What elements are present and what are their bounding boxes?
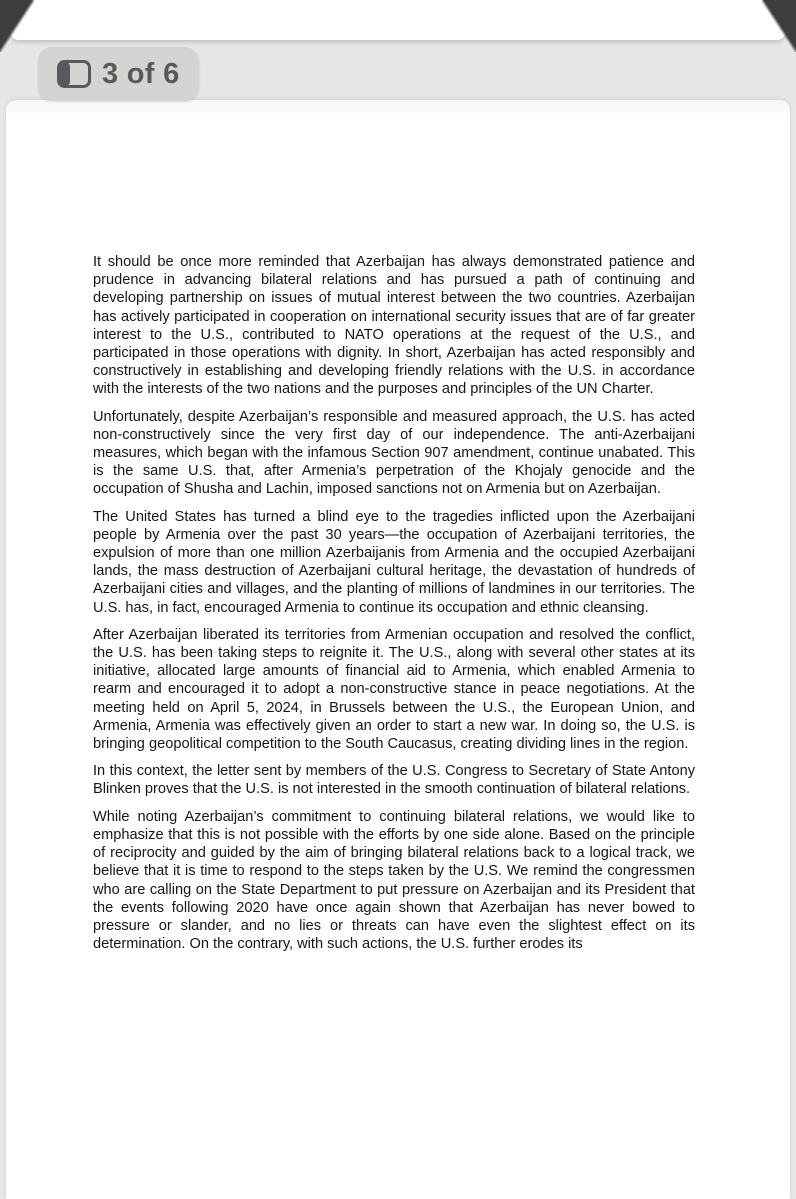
paragraph: In this context, the letter sent by members of the U.S. Congress to Secretary of State Antony Blinken proves that the U.S. is not interested in the smooth continuation of bilateral relations. <box>93 763 695 798</box>
document-page <box>6 100 790 1199</box>
paragraph: While noting Azerbaijan’s commitment to continuing bilateral relations, we would like to emphasize that this is not possible with the efforts by one side alone. Based on the principle of reciprocity and guided by the aim of bringing bilateral relations back to a logical track, we believe that it is time to respond to the steps taken by the U.S. We remind the congressmen who are calling on the State Department to put pressure on Azerbaijan and its President that the events following 2020 have once again shown that Azerbaijan has never bowed to pressure or slander, and no lies or threats can have even the slightest effect on its determination. On the contrary, with such actions, the U.S. further erodes its <box>93 808 695 953</box>
paragraph: Unfortunately, despite Azerbaijan’s responsible and measured approach, the U.S. has acted non-constructively since the very first day of our independence. The anti-Azerbaijani measures, which began with the infamous Section 907 amendment, continue unabated. This is the same U.S. that, after Armenia’s perpetration of the Khojaly genocide and the occupation of Shusha and Lachin, imposed sanctions not on Armenia but on Azerbaijan. <box>93 408 695 498</box>
page-corner-shadow-left <box>0 0 34 52</box>
paragraph: It should be once more reminded that Azerbaijan has always demonstrated patience and prudence in advancing bilateral relations and has pursued a path of continuing and developing partnership on issues of mutual interest between the two countries. Azerbaijan has actively participated in cooperation on international security issues that are of far greater interest to the U.S., contributed to NATO operations at the request of the U.S., and participated in those operations with dignity. In short, Azerbaijan has acted responsibly and constructively in establishing and developing friendly relations with the U.S. in accordance with the interests of the two nations and the purposes and principles of the UN Charter. <box>93 254 695 398</box>
paragraph: After Azerbaijan liberated its territories from Armenian occupation and resolved the conflict, the U.S. has been taking steps to reignite it. The U.S., along with several other states at its initiative, allocated large amounts of financial aid to Armenia, which enabled Armenia to rearm and encouraged it to adopt a non-constructive stance in peace negotiations. At the meeting held on April 5, 2024, in Brussels between the U.S., the European Union, and Armenia, Armenia was effectively given an order to start a new war. In doing so, the U.S. is bringing geopolitical competition to the South Caucasus, creating dividing lines in the region. <box>93 626 695 753</box>
page-indicator-label: 3 of 6 <box>102 57 180 90</box>
pages-icon <box>57 60 91 88</box>
page-corner-shadow-right <box>762 0 796 52</box>
document-content <box>93 253 695 953</box>
paragraph: The United States has turned a blind eye to the tragedies inflicted upon the Azerbaijani people by Armenia over the past 30 years—the occupation of Azerbaijani territories, the expulsion of more than one million Azerbaijanis from Armenia and the occupied Azerbaijani lands, the mass destruction of Azerbaijani cultural heritage, the devastation of hundreds of Azerbaijani cities and villages, and the planting of millions of landmines in our territories. The U.S. has, in fact, encouraged Armenia to continue its occupation and ethnic cleansing. <box>93 508 695 616</box>
page-indicator[interactable] <box>38 47 199 101</box>
previous-page-edge <box>10 0 786 40</box>
